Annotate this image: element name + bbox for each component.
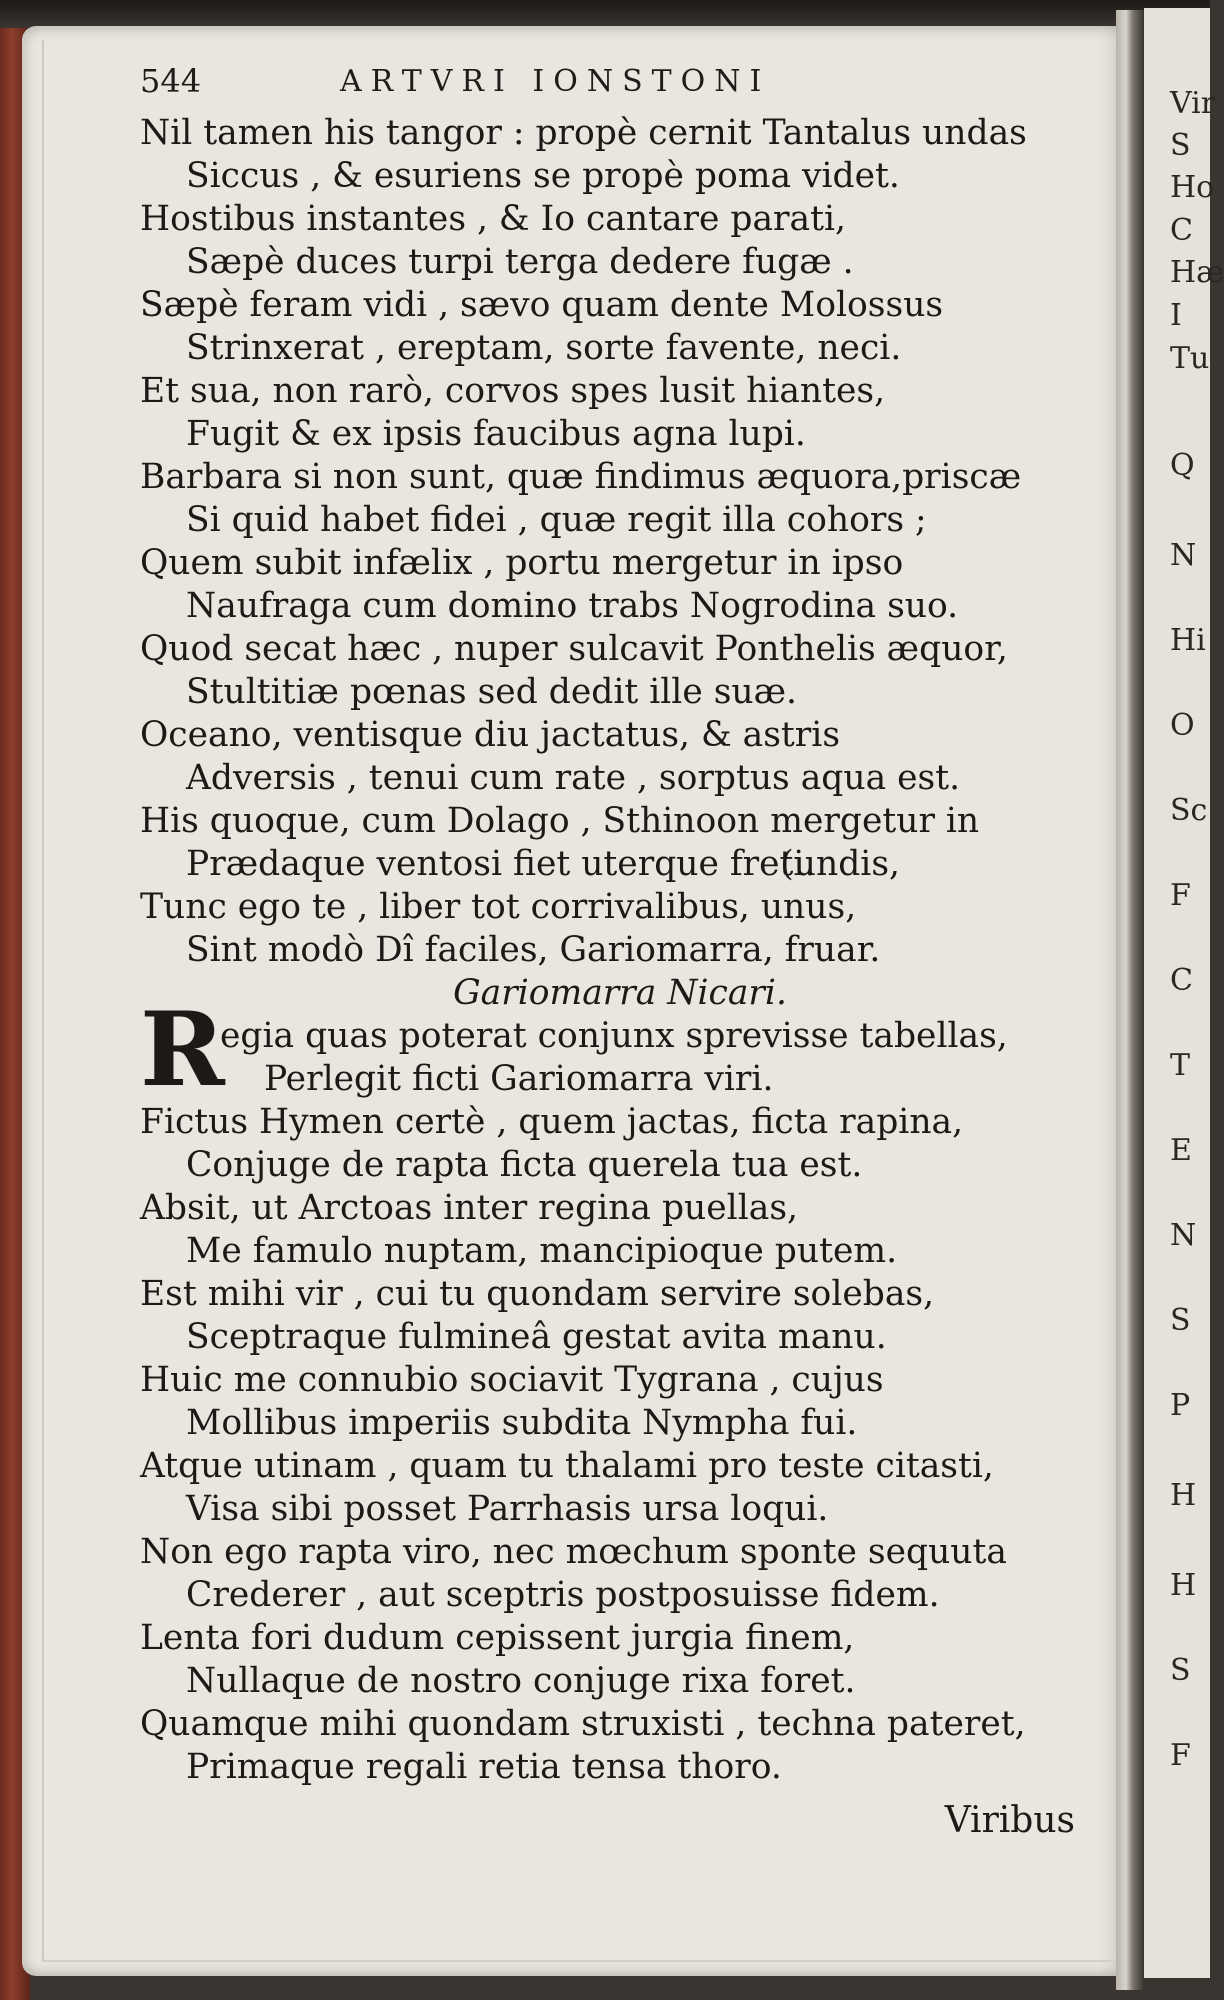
facing-fragment: S [1170, 1653, 1191, 1688]
book-gutter [1116, 10, 1144, 1990]
verse-line: Nil tamen his tangor : propè cernit Tantalus undas [140, 113, 1027, 153]
facing-fragment: F [1170, 878, 1191, 913]
facing-fragment: Ho [1170, 170, 1215, 205]
verse-line: Sæpè feram vidi , sævo quam dente Molossus [140, 285, 944, 325]
verse-line: Primaque regali retia tensa thoro. [186, 1747, 782, 1787]
facing-fragment: Q [1170, 448, 1195, 483]
verse-line: Visa sibi posset Parrhasis ursa loqui. [186, 1489, 829, 1529]
verse-line: Nullaque de nostro conjuge rixa foret. [186, 1661, 856, 1701]
facing-fragment: I [1170, 298, 1182, 333]
verse-line: Adversis , tenui cum rate , sorptus aqua est. [186, 758, 961, 798]
verse-line: Strinxerat , ereptam, sorte favente, neci. [186, 328, 902, 368]
verse-line: Si quid habet fidei , quæ regit illa cohors ; [186, 500, 927, 540]
facing-fragment: Hi [1170, 623, 1206, 658]
page-number: 544 [140, 62, 202, 100]
facing-fragment: H [1170, 1478, 1197, 1513]
running-title: ARTVRI IONSTONI [340, 64, 771, 99]
verse-line: Me famulo nuptam, mancipioque putem. [186, 1231, 898, 1271]
page-header [140, 62, 1060, 108]
turnover-word: (undis, [780, 844, 900, 884]
facing-fragment: Tu [1170, 341, 1210, 376]
facing-fragment: Sc [1170, 793, 1208, 828]
top-shadow [0, 0, 1210, 28]
facing-fragment: E [1170, 1133, 1192, 1168]
verse-line: Sceptraque fulmineâ gestat avita manu. [186, 1317, 887, 1357]
verse-line: Lenta fori dudum cepissent jurgia finem, [140, 1618, 855, 1658]
verse-line: Et sua, non rarò, corvos spes lusit hiantes, [140, 371, 886, 411]
verse-line: Quod secat hæc , nuper sulcavit Ponthelis æquor, [140, 629, 1008, 669]
verse-line: Huic me connubio sociavit Tygrana , cujus [140, 1360, 884, 1400]
facing-fragment: S [1170, 1303, 1191, 1338]
verse-line: Quamque mihi quondam struxisti , techna pateret, [140, 1704, 1026, 1744]
verse-line: Atque utinam , quam tu thalami pro teste citasti, [140, 1446, 994, 1486]
verse-line: Sint modò Dî faciles, Gariomarra, fruar. [186, 930, 881, 970]
verse-line: Crederer , aut sceptris postposuisse fidem. [186, 1575, 940, 1615]
facing-fragment: F [1170, 1738, 1191, 1773]
poem-title: Gariomarra Nicari. [453, 973, 787, 1013]
verse-line: Fugit & ex ipsis faucibus agna lupi. [186, 414, 806, 454]
facing-fragment: N [1170, 538, 1197, 573]
facing-fragment: Hæ [1170, 255, 1224, 290]
facing-fragment: H [1170, 1568, 1197, 1603]
verse-line: Barbara si non sunt, quæ findimus æquora,priscæ [140, 457, 1022, 497]
facing-page [1144, 8, 1224, 1978]
verse-line: Naufraga cum domino trabs Nogrodina suo. [186, 586, 959, 626]
verse-line: Conjuge de rapta ficta querela tua est. [186, 1145, 863, 1185]
verse-line: Sæpè duces turpi terga dedere fugæ . [186, 242, 854, 282]
facing-fragment: S [1170, 128, 1191, 163]
poem-text [140, 112, 1080, 1789]
facing-fragment: N [1170, 1218, 1197, 1253]
verse-line: Quem subit infælix , portu mergetur in ipso [140, 543, 904, 583]
verse-line: Non ego rapta viro, nec mœchum sponte sequuta [140, 1532, 1007, 1572]
verse-line: Hostibus instantes , & Io cantare parati, [140, 199, 846, 239]
verse-line: egia quas poterat conjunx sprevisse tabellas, [220, 1016, 1008, 1056]
verse-line: Prædaque ventosi fiet uterque freti. [186, 844, 816, 884]
verse-line-with-turnover [140, 843, 1080, 886]
facing-fragment: T [1170, 1048, 1191, 1083]
facing-fragment: P [1170, 1388, 1191, 1423]
verse-line: Tunc ego te , liber tot corrivalibus, unus, [140, 887, 857, 927]
verse-line: Est mihi vir , cui tu quondam servire solebas, [140, 1274, 935, 1314]
facing-fragment: C [1170, 963, 1193, 998]
verse-line: Oceano, ventisque diu jactatus, & astris [140, 715, 841, 755]
verse-line: Fictus Hymen certè , quem jactas, ficta rapina, [140, 1102, 964, 1142]
verse-line: Absit, ut Arctoas inter regina puellas, [140, 1188, 798, 1228]
facing-fragment: O [1170, 708, 1195, 743]
facing-fragment: Vir [1170, 86, 1216, 121]
verse-line: Mollibus imperiis subdita Nympha fui. [186, 1403, 858, 1443]
verse-line: Siccus , & esuriens se propè poma videt. [186, 156, 900, 196]
verse-line: Perlegit ficti Gariomarra viri. [264, 1059, 774, 1099]
drop-cap: R [140, 990, 225, 1110]
verse-line: Stultitiæ pœnas sed dedit ille suæ. [186, 672, 798, 712]
catchword: Viribus [944, 1800, 1075, 1841]
verse-line: His quoque, cum Dolago , Sthinoon mergetur in [140, 801, 980, 841]
facing-fragment: C [1170, 213, 1193, 248]
